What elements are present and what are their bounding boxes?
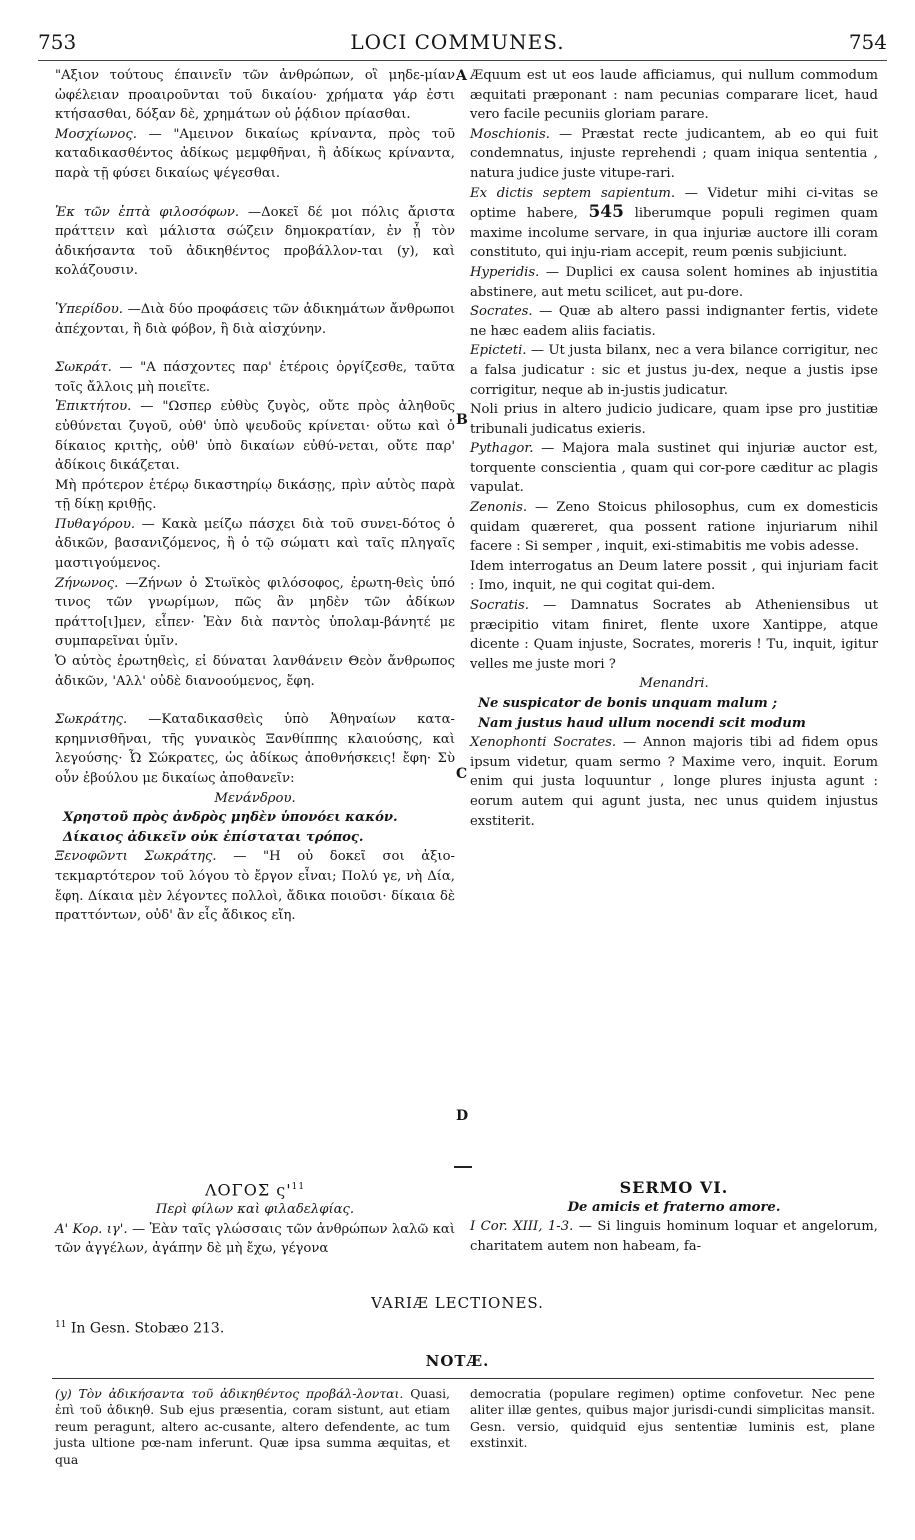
speaker-heading: Σωκράτ.	[55, 360, 112, 376]
verse-line: Δίκαιος ἀδικεῖν οὐκ ἐπίσταται τρόπος.	[63, 829, 364, 845]
note-right: democratia (populare regimen) optime confovetur. Nec pene aliter illæ gentes, quibus major jurisdi-cundi simplicitas mansit. Gesn. versio, quidquid ejus sententiæ luminis est, plane exstinxit.	[470, 1386, 875, 1451]
speaker-heading: Pythagor.	[470, 441, 534, 457]
paragraph-text: "Αξιον τούτους έπαινεῖν τῶν ἀνθρώπων, οἳ μηδε-μίαν ὠφέλειαν προαιροῦνται τοῦ δικαίου· χρήματα γάρ ἐστι κτήσασθαι, δόξαν δὲ, χρημάτων οὐ ῥᾴδιον πρίασθαι.	[55, 68, 455, 123]
latin-sermo-text: I Cor. XIII, 1-3. — Si linguis hominum loquar et angelorum, charitatem autem non habeam, fa-	[470, 1219, 878, 1254]
paragraph-text: —Διὰ δύο προφάσεις τῶν ἀδικημάτων ἄνθρωποι ἀπέχονται, ἢ διὰ φόβον, ἢ διὰ αἰσχύνην.	[55, 301, 455, 337]
latin-column	[470, 66, 878, 831]
page-number-right: 754	[848, 30, 887, 54]
paragraph-text: — Videtur mihi ci-vitas se optime habere,	[470, 185, 878, 222]
speaker-heading: Xenophonti Socrates.	[470, 735, 617, 751]
header-rule	[38, 60, 887, 61]
margin-letter-d: D	[456, 1108, 469, 1124]
margin-letter-b: B	[456, 412, 468, 428]
paragraph	[470, 498, 878, 557]
latin-sermo	[470, 1178, 878, 1256]
speaker-heading: Πυθαγόρου.	[55, 516, 136, 532]
speaker-heading: Epicteti.	[470, 343, 527, 359]
paragraph-text: —Δοκεῖ δέ μοι πόλις ἄριστα πράττειν καὶ μάλιστα σώζειν δημοκρατίαν, ἐν ᾗ τὸν ἀδικήσαντα τοῦ ἀδικηθέντος προβάλλον-ται (y), καὶ κολάζουσιν.	[55, 204, 455, 279]
paragraph	[470, 302, 878, 341]
page-number-left: 753	[38, 30, 77, 54]
speaker-heading: Hyperidis.	[470, 264, 540, 280]
paragraph	[55, 652, 455, 691]
paragraph-text: — Præstat recte judicantem, ab eo qui fuit condemnatus, injuste reprehendi ; quam iniqua sententia , natura judice juste vitupe-rari.	[470, 126, 878, 181]
speaker-heading: Μοσχίωνος.	[55, 126, 137, 142]
note-left: (y) Τὸν ἀδικήσαντα τοῦ ἀδικηθέντος προβάλ-λονται. Quasi, ἐπὶ τοῦ ἀδικηθ. Sub ejus præsentia, coram sistunt, aut etiam reum peragunt, altero ac-cusante, altero defendente, ac tum justa ultione pœ-nam inferunt. Quæ ipsa summa æquitas, et qua	[55, 1386, 450, 1467]
greek-sermo	[55, 1178, 455, 1259]
paragraph-text: — Κακὰ μείζω πάσχει διὰ τοῦ συνει-δότος ὁ ἀδικῶν, βασανιζόμενος, ἢ ὁ τῷ σώματι καὶ ταῖς πληγαῖς μαστιγούμενος.	[55, 516, 455, 572]
margin-letter-a: A	[456, 68, 467, 84]
paragraph	[470, 596, 878, 674]
paragraph-text: —Καταδικασθεὶς ὑπὸ Ἀθηναίων κατα-κρημνισθῆναι, τῆς γυναικὸς Ξανθίππης κλαιούσης, καὶ λεγούσης· Ὦ Σώκρατες, ὡς ἀδίκως ἀποθνήσκεις! ἔφη· Σὺ οὖν ἐβούλου με δικαίως ἀποθανεῖν:	[55, 712, 455, 786]
variae-lectiones-heading: VARIÆ LECTIONES.	[371, 1294, 544, 1312]
paragraph	[55, 710, 455, 788]
paragraph	[470, 184, 878, 263]
speaker-heading: Ὑπερίδου.	[55, 301, 123, 317]
paragraph-text: — Damnatus Socrates ab Atheniensibus ut præcipitio vitam finiret, flente uxore Xantippe, atque dicente : Quam injuste, Socrates, moreris ! Tu, inquit, igitur velles me juste mori ?	[470, 598, 878, 672]
paragraph	[55, 66, 455, 125]
notae-heading: NOTÆ.	[425, 1352, 490, 1370]
speaker-heading: Ex dictis septem sapientum.	[470, 185, 676, 201]
spacer	[55, 281, 455, 300]
paragraph	[470, 66, 878, 125]
paragraph	[470, 733, 878, 831]
speaker-heading: Socratis.	[470, 598, 530, 614]
latin-sermo-title: SERMO VI.	[619, 1178, 729, 1197]
paragraph	[470, 439, 878, 498]
spacer	[55, 184, 455, 203]
speaker-heading: Zenonis.	[470, 500, 528, 516]
running-header	[0, 30, 915, 60]
speaker-heading: Ἐκ τῶν ἑπτὰ φιλοσόφων.	[55, 204, 240, 220]
paragraph-text: Æquum est ut eos laude afficiamus, qui nullum commodum æquitati præponant : nam pecunias comparare licet, haud vero facile pecuniis gloriam parare.	[470, 68, 878, 123]
paragraph	[470, 125, 878, 184]
margin-letter-c: C	[456, 766, 468, 782]
greek-column	[55, 66, 455, 926]
paragraph	[55, 574, 455, 652]
speaker-heading: Ἐπικτήτου.	[55, 399, 132, 415]
verse-line: Nam justus haud ullum nocendi scit modum	[478, 715, 806, 731]
paragraph-text: — Majora mala sustinet qui injuriæ auctor est, torquente conscientia , quam qui cor-pore cæditur ac plagis vapulat.	[470, 441, 878, 496]
paragraph	[55, 358, 455, 397]
paragraph	[55, 125, 455, 184]
paragraph-text: — Quæ ab altero passi indignanter fertis, videte ne hæc eadem aliis faciatis.	[470, 304, 878, 339]
paragraph	[470, 263, 878, 302]
speaker-heading: Moschionis.	[470, 126, 550, 142]
paragraph-text: — Duplici ex causa solent homines ab injustitia abstinere, aut metu scilicet, aut pu-dore.	[470, 264, 878, 300]
paragraph-text: — Zeno Stoicus philosophus, cum ex domesticis quidam quæreret, qua possent ratione injuriarum nihil facere : Si semper , inquit, exi-stimabitis me vobis adesse.	[470, 500, 878, 555]
paragraph-text: liberumque populi regimen quam maxime incolume servare, in qua injuriæ auctore illi coram constituto, qui inju-riam accepit, reum pœnis subjiciunt.	[470, 206, 878, 261]
running-title: LOCI COMMUNES.	[350, 30, 565, 54]
notes-rule	[52, 1378, 874, 1379]
footnote: $^{11}$ In Gesn. Stobæo 213.	[55, 1320, 225, 1337]
section-heading: Μενάνδρου.	[214, 790, 296, 806]
paragraph-text: Μὴ πρότερον ἑτέρῳ δικαστηρίῳ δικάσῃς, πρὶν αὐτὸς παρὰ τῇ δίκῃ κριθῇς.	[55, 477, 455, 513]
paragraph	[470, 341, 878, 400]
verse-line: Χρηστοῦ πρὸς ἀνδρὸς μηδὲν ὑπονόει κακόν.	[63, 810, 398, 826]
verse-line: Ne suspicator de bonis unquam malum ;	[478, 696, 778, 711]
paragraph-text: Idem interrogatus an Deum latere possit , qui injuriam facit : Imo, inquit, ne qui cogitat qui-dem.	[470, 558, 878, 594]
paragraph-text: —Ζήνων ὁ Στωϊκὸς φιλόσοφος, ἐρωτη-θεὶς ὑπό τινος τῶν γνωρίμων, πῶς ἂν μηδὲν τῶν ἀδίκων πράττο[ι]μεν, εἶπεν· Ἐὰν διὰ παντὸς ὑπολαμ-βάνητέ με συμπαρεῖναι ὑμῖν.	[55, 575, 455, 650]
latin-sermo-subtitle: De amicis et fraterno amore.	[567, 1199, 781, 1215]
paragraph-text: — "Η οὐ δοκεῖ σοι ἀξιο-τεκμαρτότερον τοῦ λόγου τὸ ἔργον εἶναι; Πολύ γε, νὴ Δία, ἔφη. Δίκαια μὲν λέγοντες πολλοὶ, ἄδικα ποιοῦσι· δίκαια δὲ πραττόντων, οὐδ' ἂν εἷς ἄδικος εἴη.	[55, 849, 455, 924]
paragraph-text: — "Αμεινον δικαίως κρίναντα, πρὸς τοῦ καταδικασθέντος ἀδίκως μεμφθῆναι, ἢ ἀδίκως κρίναντα, παρὰ τῇ φύσει δικαίως ψέγεσθαι.	[55, 126, 455, 181]
speaker-heading: Socrates.	[470, 304, 533, 320]
section-separator	[454, 1166, 472, 1168]
paragraph-text: — "Α πάσχοντες παρ' ἑτέροις ὀργίζεσθε, ταῦτα τοῖς ἄλλοις μὴ ποιεῖτε.	[55, 360, 455, 395]
spacer	[55, 339, 455, 358]
speaker-heading: Ζήνωνος.	[55, 575, 119, 591]
paragraph-text: Ὁ αὐτὸς ἐρωτηθεὶς, εἰ δύναται λανθάνειν Θεὸν ἄνθρωπος ἀδικῶν, 'Αλλ' οὐδὲ διανοούμενος, ἔφη.	[55, 654, 455, 689]
paragraph-text: — Annon majoris tibi ad fidem opus ipsum videtur, quam sermo ? Maxime vero, inquit. Eorum enim qui justa loquuntur , longe plures injusta agunt : eorum autem qui agunt justa, nec unus quidem injustus exstiterit.	[470, 735, 878, 829]
spacer	[55, 691, 455, 710]
paragraph	[470, 400, 878, 439]
paragraph-text: — Ut justa bilanx, nec a vera bilance corrigitur, nec a falsa judicatur : sic et justus ju-dex, neque a justis ipse corrigitur, neque ab in-justis judicatur.	[470, 343, 878, 398]
section-heading: Menandri.	[639, 676, 709, 692]
column-number: 545	[588, 202, 624, 223]
greek-sermo-text: Α' Κορ. ιγ'. — Ἐὰν ταῖς γλώσσαις τῶν ἀνθρώπων λαλῶ καὶ τῶν ἀγγέλων, ἀγάπην δὲ μὴ ἔχω, γέγονα	[55, 1221, 455, 1257]
paragraph	[470, 557, 878, 596]
paragraph	[55, 300, 455, 339]
paragraph-text: — "Ωσπερ εὐθὺς ζυγὸς, οὔτε πρὸς ἀληθοῦς εὐθύνεται ζυγοῦ, οὐθ' ὑπὸ ψευδοῦς κρίνεται· οὕτω καὶ ὁ δίκαιος κριτὴς, οὐθ' ὑπὸ δικαίων εὐθύ-νεται, οὔτε παρ' ἀδίκοις δικάζεται.	[55, 399, 455, 474]
paragraph	[55, 476, 455, 515]
paragraph	[55, 397, 455, 475]
speaker-heading: Σωκράτης.	[55, 712, 128, 728]
greek-sermo-subtitle: Περὶ φίλων καὶ φιλαδελφίας.	[155, 1201, 355, 1217]
speaker-heading: Ξενοφῶντι Σωκράτης.	[55, 849, 217, 865]
greek-sermo-title: ΛΟΓΟΣ $\varsigma'^{11}$	[204, 1180, 306, 1200]
paragraph	[55, 515, 455, 574]
paragraph-text: Noli prius in altero judicio judicare, quam ipse pro justitiæ tribunali judicatus exieris.	[470, 402, 878, 437]
paragraph	[55, 203, 455, 281]
paragraph	[55, 847, 455, 925]
